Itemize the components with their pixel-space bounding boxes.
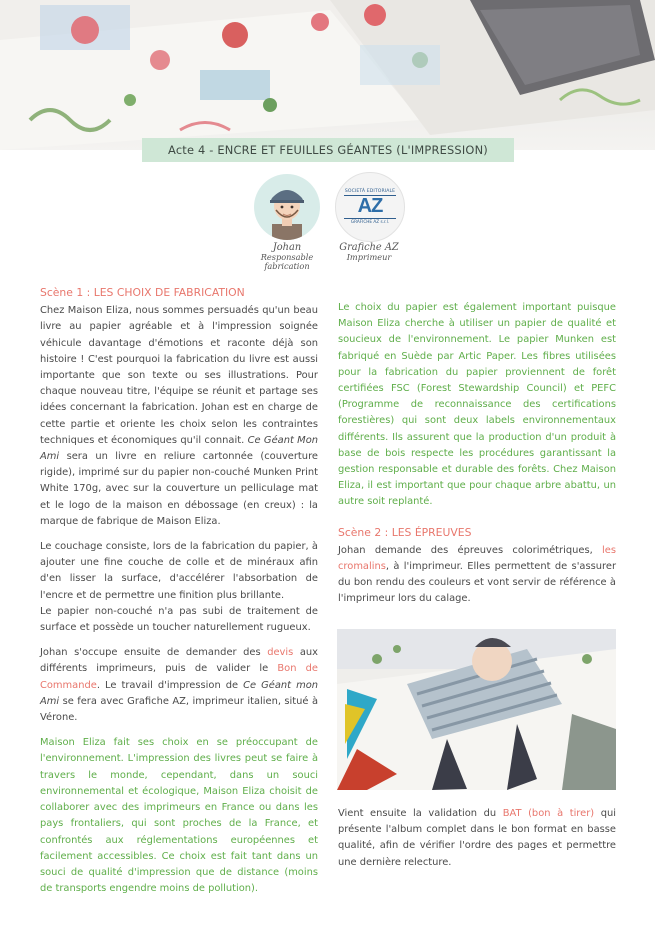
hero-photo bbox=[0, 0, 655, 150]
scene2-p2-text-a: Vient ensuite la validation du bbox=[338, 808, 503, 819]
hero-illustration bbox=[0, 0, 655, 150]
johan-name: Johan bbox=[272, 242, 302, 253]
johan-role-line2: fabrication bbox=[264, 261, 310, 271]
grafiche-caption bbox=[330, 243, 408, 262]
paper-choice-paragraph: Le choix du papier est également important puisque Maison Eliza cherche à utiliser un papier de qualité et soucieux de l'environnement. Le papier Munken est fabriqué en Suède par Artic Paper. Les fibres utilisées pour la fabrication du papier proviennent de forêt certifiées FSC (Forest Stewardship Council) et PEFC (Programme de reconnaissance des certifications forestières) qui sont deux labels environnementaux différents. Ils assurent que la production d'un produit à base de bois respecte les procédures garantissant la gestion responsable et durable des forêts. Chez Maison Eliza, il est important que pour chaque arbre abattu, un autre soit replanté. bbox=[338, 302, 616, 508]
scene1-heading: Scène 1 : LES CHOIX DE FABRICATION bbox=[40, 286, 245, 299]
grafiche-az-logo bbox=[335, 172, 405, 242]
left-column bbox=[40, 285, 318, 906]
scene1-p3-text-b: aux différents imprimeurs, puis de valider le bbox=[40, 647, 318, 675]
scene1-p3-text-a: Johan s'occupe ensuite de demander des bbox=[40, 647, 268, 659]
devis-link[interactable]: devis bbox=[267, 647, 294, 659]
scene2-p1-text-b: , à l'imprimeur. Elles permettent de s'assurer du bon rendu des couleurs et vont servir de référence à l'imprimeur lors du calage. bbox=[338, 561, 616, 605]
johan-role-line1: Responsable bbox=[260, 251, 314, 262]
scene1-p1-text-a: Chez Maison Eliza, nous sommes persuadés qu'un beau livre au papier agréable et à l'impression soignée véhicule davantage d'émotions et raconte déjà son histoire ! C'est pourquoi la fabrication du livre est aussi importante que son texte ou ses illustrations. Pour chaque nouveau titre, l'équipe se réunit et partage ses idées concernant la fabrication. Johan est en charge de cette partie et oriente les choix selon les contraintes techniques et économiques qu'il connait. bbox=[40, 305, 318, 446]
johan-portrait-icon bbox=[254, 174, 320, 240]
proof-photo bbox=[337, 629, 616, 790]
book-title-italic: Ce Géant Mon Ami bbox=[40, 434, 319, 463]
bon-de-commande-link[interactable]: Bon de Commande bbox=[40, 663, 319, 691]
scene1-paragraph-4: Maison Eliza fait ses choix en se préoccupant de l'environnement. L'impression des livres peut se faire à travers le monde, cependant, dans un souci environnemental et écologique, Maison Eliza choisit de collaborer avec des imprimeurs en France ou dans les pays frontaliers, qui sont proches de la France, et confrontés aux réglementations européennes et facilement accessibles. Ce choix est fait tant dans un souci de qualité d'impression que de distance (moins de transports engendre moins de pollution). bbox=[40, 737, 318, 895]
book-title-italic-2: Ce Géant mon Ami bbox=[40, 679, 318, 707]
scene1-paragraph-3 bbox=[40, 645, 318, 726]
scene1-paragraph-1 bbox=[40, 303, 318, 530]
johan-avatar bbox=[254, 174, 320, 240]
grafiche-name: Grafiche AZ bbox=[339, 242, 399, 253]
scene2-paragraph-1 bbox=[338, 543, 616, 608]
scene2-paragraph-2 bbox=[338, 806, 616, 871]
scene2-p1-text-a: Johan demande des épreuves colorimétriques, bbox=[338, 544, 603, 556]
johan-caption bbox=[254, 243, 320, 272]
scene1-paragraph-2b: Le papier non-couché n'a pas subi de traitement de surface et possède un toucher naturellement rugueux. bbox=[40, 605, 318, 634]
scene2-p2-text-b: qui présente l'album complet dans le bon format en basse qualité, afin de vérifier l'ordre des pages et permettre une dernière relecture. bbox=[338, 808, 616, 868]
logo-letters: AZ bbox=[357, 195, 383, 217]
scene1-p3-text-d: se fera avec Grafiche AZ, imprimeur italien, situé à Vérone. bbox=[40, 695, 318, 724]
cromalins-link[interactable]: les cromalins bbox=[338, 544, 616, 573]
scene2-heading: Scène 2 : LES ÉPREUVES bbox=[338, 525, 472, 539]
bat-link[interactable]: BAT (bon à tirer) bbox=[502, 808, 595, 819]
grafiche-role: Imprimeur bbox=[346, 251, 392, 262]
bat-paragraph-block bbox=[338, 806, 616, 880]
scene1-paragraph-2: Le couchage consiste, lors de la fabrication du papier, à ajouter une fine couche de colle et de minéraux afin d'en lisser la surface, d'accélérer l'absorbation de l'encre et de permettre une finition plus brillante. bbox=[40, 541, 318, 601]
proof-illustration bbox=[337, 629, 616, 790]
scene1-p3-text-c: . Le travail d'impression de bbox=[96, 679, 244, 691]
act-title-banner: Acte 4 - ENCRE ET FEUILLES GÉANTES (L'IMPRESSION) bbox=[142, 138, 514, 162]
right-column bbox=[338, 300, 616, 617]
scene1-p1-text-b: sera un livre en reliure cartonnée (couverture rigide), imprimé sur du papier non-couché Munken Print White 170g, avec sur la couverture un pelliculage mat et le logo de la maison en débossage (en creux) : la marque de fabrique de Maison Eliza. bbox=[40, 451, 318, 527]
logo-top-text: SOCIETÀ EDITORIALE bbox=[344, 189, 396, 194]
logo-bottom-text: GRAFICHE AZ s.r.l. bbox=[344, 218, 396, 225]
